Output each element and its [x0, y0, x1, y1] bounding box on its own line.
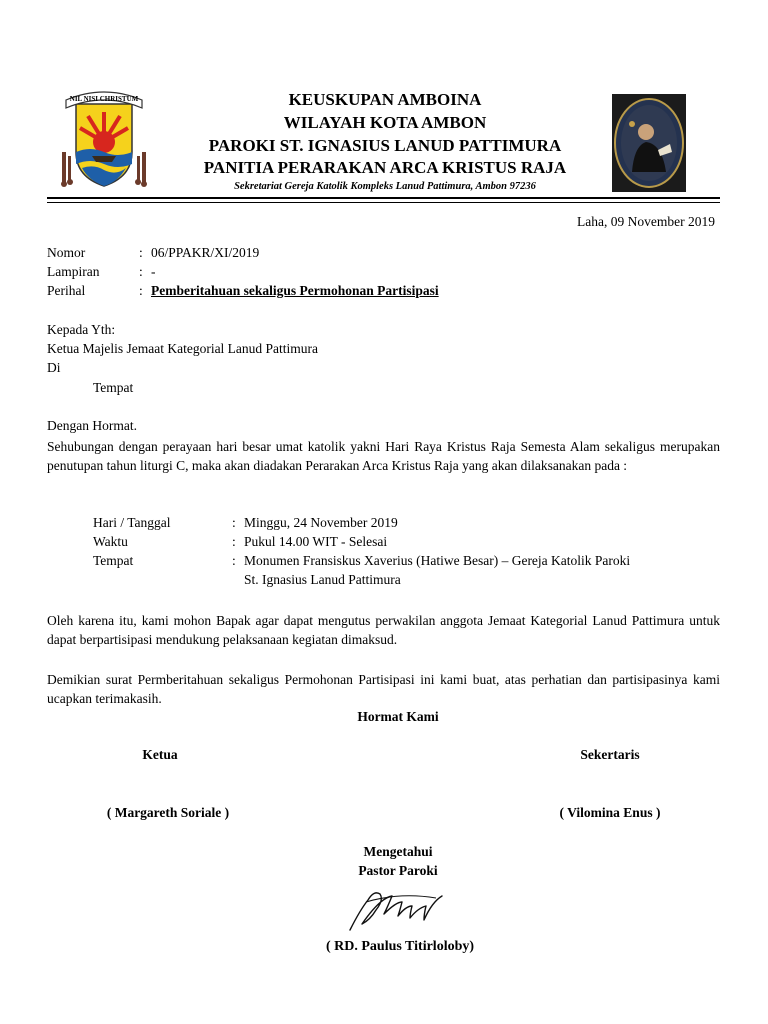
pastor-name: ( RD. Paulus Titirloloby)	[325, 939, 475, 954]
chair-name: ( Margareth Soriale )	[106, 805, 230, 820]
body-paragraph-3: Demikian surat Permberitahuan sekaligus Permohonan Partisipasi ini kami buat, atas perhatian dan partisipasinya kami ucapkan terimakasih.	[47, 672, 720, 706]
event-place-label: Tempat	[93, 553, 134, 568]
event-time-label: Waktu	[93, 534, 128, 549]
perihal-label: Perihal	[47, 283, 86, 298]
recipient-place: Tempat	[93, 380, 134, 395]
event-day-colon: :	[232, 515, 236, 530]
acknowledgement-label: Mengetahui	[363, 844, 433, 859]
header-diocese: KEUSKUPAN AMBOINA	[288, 90, 482, 109]
secretary-title: Sekertaris	[580, 747, 640, 762]
coat-of-arms-logo	[58, 82, 150, 190]
recipient-di: Di	[47, 360, 61, 375]
event-place-value-1: Monumen Fransiskus Xaverius (Hatiwe Besar) – Gereja Katolik Paroki	[244, 553, 631, 568]
event-time-value: Pukul 14.00 WIT - Selesai	[244, 534, 388, 549]
header-committee: PANITIA PERARAKAN ARCA KRISTUS RAJA	[203, 158, 567, 177]
header-address: Sekretariat Gereja Katolik Kompleks Lanud Pattimura, Ambon 97236	[234, 181, 536, 192]
event-time-colon: :	[232, 534, 236, 549]
lampiran-label: Lampiran	[47, 264, 100, 279]
pastor-title: Pastor Paroki	[358, 863, 438, 878]
header-region: WILAYAH KOTA AMBON	[283, 113, 487, 132]
saint-portrait-emblem	[612, 94, 686, 192]
event-day-label: Hari / Tanggal	[93, 515, 171, 530]
body-paragraph-1: Sehubungan dengan perayaan hari besar umat katolik yakni Hari Raya Kristus Raja Semesta Alam sekaligus merupakan penutupan tahun liturgi C, maka akan diadakan Perarakan Arca Kristus Raja yang akan dilaksanakan pada :	[47, 439, 720, 473]
nomor-colon: :	[139, 245, 143, 260]
lampiran-colon: :	[139, 264, 143, 279]
logo-motto: NIL NISI CHRISTUM	[69, 95, 139, 103]
secretary-name: ( Vilomina Enus )	[559, 805, 661, 820]
header-rule-thin	[47, 202, 720, 203]
greeting: Dengan Hormat.	[47, 418, 137, 433]
pastor-signature	[340, 880, 460, 940]
header-rule-thick	[47, 197, 720, 199]
chair-title: Ketua	[142, 747, 178, 762]
event-day-value: Minggu, 24 November 2019	[244, 515, 398, 530]
event-place-colon: :	[232, 553, 236, 568]
recipient-salutation: Kepada Yth:	[47, 322, 116, 337]
event-place-value-2: St. Ignasius Lanud Pattimura	[244, 572, 401, 587]
header-parish: PAROKI ST. IGNASIUS LANUD PATTIMURA	[208, 136, 562, 155]
lampiran-value: -	[151, 264, 156, 279]
perihal-value: Pemberitahuan sekaligus Permohonan Partisipasi	[151, 283, 439, 298]
nomor-value: 06/PPAKR/XI/2019	[151, 245, 260, 260]
letter-date: Laha, 09 November 2019	[577, 214, 715, 229]
nomor-label: Nomor	[47, 245, 86, 260]
recipient-name: Ketua Majelis Jemaat Kategorial Lanud Pattimura	[47, 341, 319, 356]
perihal-colon: :	[139, 283, 143, 298]
body-paragraph-2: Oleh karena itu, kami mohon Bapak agar dapat mengutus perwakilan anggota Jemaat Kategorial Lanud Pattimura untuk dapat berpartisipasi mendukung pelaksanaan kegiatan dimaksud.	[47, 613, 720, 647]
closing-phrase: Hormat Kami	[357, 709, 439, 724]
